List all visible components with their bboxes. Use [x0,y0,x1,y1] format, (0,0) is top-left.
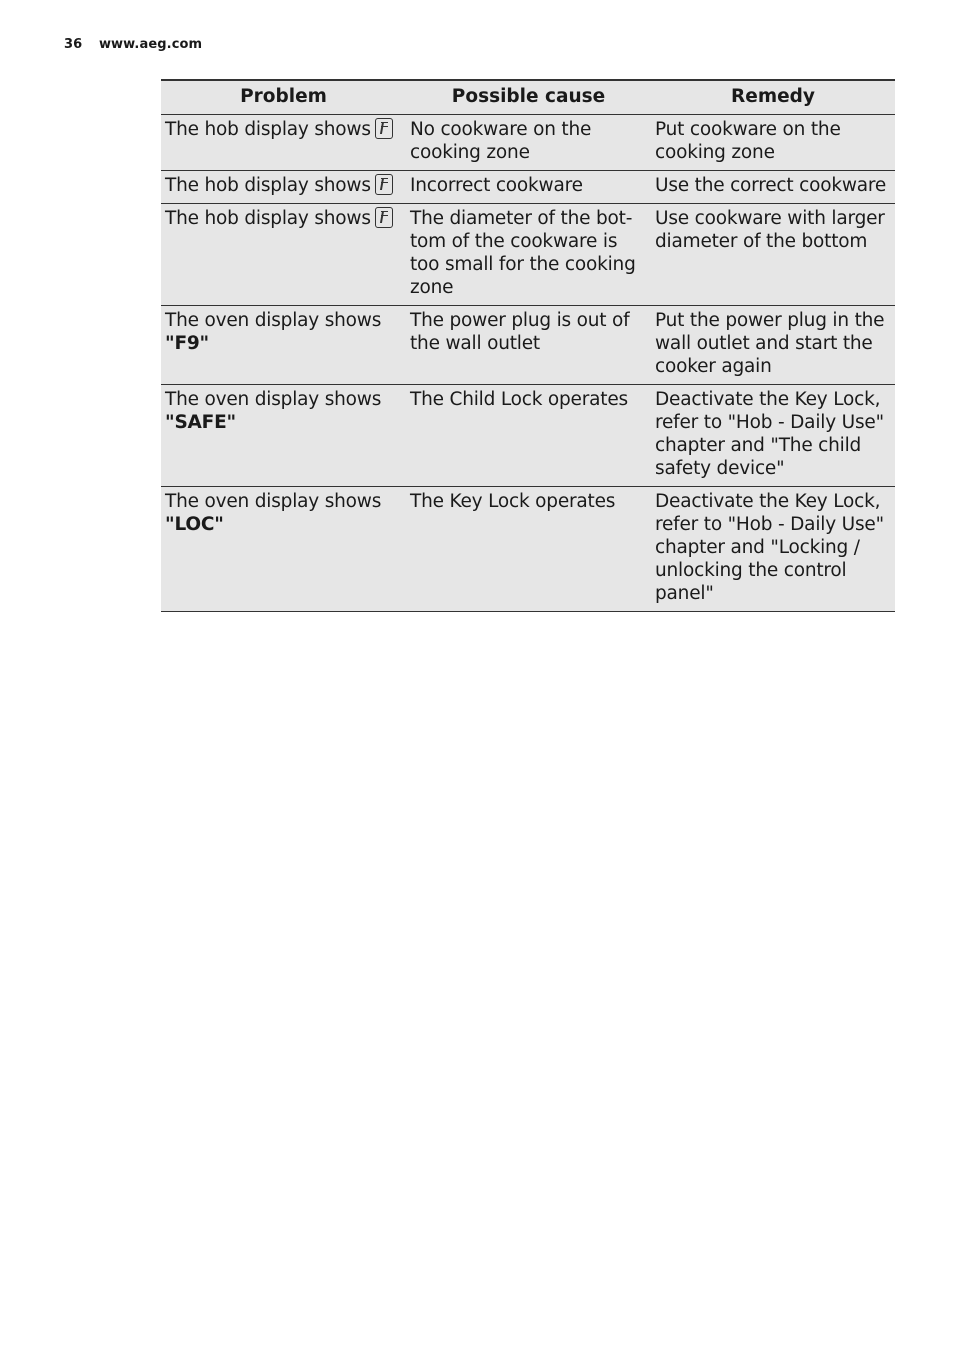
problem-text: The oven display shows [165,389,382,410]
f-display-icon [375,207,393,228]
problem-cell [161,171,406,204]
cause-cell: The Child Lock operates [406,385,651,487]
remedy-cell: Deactivate the Key Lock, refer to "Hob - Daily Use" chapter and "Locking / unlocking the control panel" [651,487,895,612]
remedy-cell: Put cookware on the cooking zone [651,115,895,171]
remedy-cell: Put the power plug in the wall outlet and start the cooker again [651,306,895,385]
column-header-cause: Possible cause [406,80,651,115]
table-row [161,204,895,306]
page-number: 36 [64,37,83,52]
table-header-row [161,80,895,115]
table-row [161,306,895,385]
website-link[interactable]: www.aeg.com [98,37,203,52]
problem-cell [161,487,406,612]
cause-cell: No cookware on the cooking zone [406,115,651,171]
table-row [161,487,895,612]
table-row [161,115,895,171]
error-code: "F9" [165,333,209,354]
problem-text: The hob display shows [165,119,371,140]
column-header-remedy: Remedy [651,80,895,115]
problem-text: The hob display shows [165,208,371,229]
cause-cell: The power plug is out of the wall outlet [406,306,651,385]
f-display-icon [375,118,393,139]
remedy-cell: Use the correct cookware [651,171,895,204]
problem-cell [161,204,406,306]
error-code: "LOC" [165,514,224,535]
f-display-icon [375,174,393,195]
problem-cell [161,115,406,171]
page-header [64,37,202,52]
cause-cell: The Key Lock operates [406,487,651,612]
problem-text: The oven display shows [165,491,382,512]
table-row [161,171,895,204]
table-row [161,385,895,487]
cause-cell: The diameter of the bot-tom of the cookware is too small for the cooking zone [406,204,651,306]
remedy-cell: Use cookware with larger diameter of the bottom [651,204,895,306]
problem-text: The oven display shows [165,310,382,331]
problem-text: The hob display shows [165,175,371,196]
error-code: "SAFE" [165,412,236,433]
remedy-cell: Deactivate the Key Lock, refer to "Hob - Daily Use" chapter and "The child safety device" [651,385,895,487]
troubleshooting-table [161,79,895,612]
column-header-problem: Problem [161,80,406,115]
cause-cell: Incorrect cookware [406,171,651,204]
problem-cell [161,385,406,487]
problem-cell [161,306,406,385]
